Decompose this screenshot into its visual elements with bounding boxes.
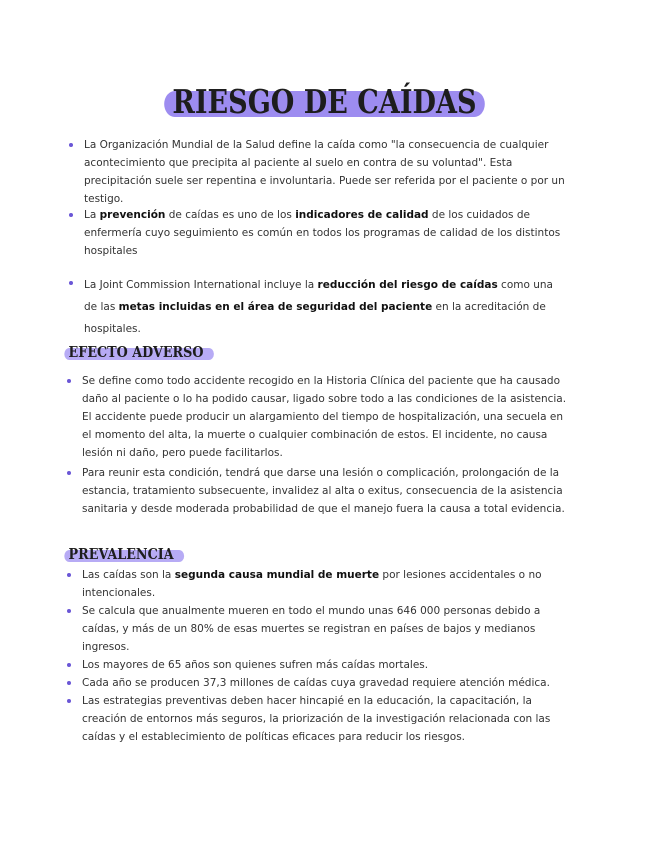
text-part: en la acreditación de hospitales. [84,301,546,335]
bold-term-segunda-causa: segunda causa mundial de muerte [174,569,380,581]
efecto-list [66,372,568,518]
section-heading-prevalencia [66,544,180,564]
intro-text-1: La Organización Mundial de la Salud define la caída como "la consecuencia de cualquier acontecimiento que precipita al paciente al suelo en contra de su voluntad". Esta precipitación suele ser repentina e involuntaria. Puede ser referida por el paciente o por un testigo. [84,139,565,205]
list-item [68,274,568,340]
list-item: Cada año se producen 37,3 millones de caídas cuya gravedad requiere atención médica. [66,674,568,692]
bold-term-prevencion: prevención [99,209,166,221]
text-part: La Joint Commission International incluye la [84,279,318,291]
bold-term-metas: metas incluidas en el área de seguridad del paciente [118,301,433,313]
bold-term-indicadores: indicadores de calidad [295,209,429,221]
list-item [68,206,568,260]
intro-list-3 [68,274,568,340]
intro-list [68,136,568,208]
list-item: Para reunir esta condición, tendrá que darse una lesión o complicación, prolongación de la estancia, tratamiento subsecuente, invalidez al alta o exitus, consecuencia de la asistencia sanitaria y desde moderada probabilidad de que el manejo fuera la causa a total evidencia. [66,464,568,518]
list-item: Las estrategias preventivas deben hacer hincapié en la educación, la capacitación, la creación de entornos más seguros, la priorización de la investigación relacionada con las caídas y el establecimiento de políticas eficaces para reducir los riesgos. [66,692,568,746]
page-title: RIESGO DE CAÍDAS [162,82,486,122]
title-container [0,82,648,122]
list-item: Los mayores de 65 años son quienes sufren más caídas mortales. [66,656,568,674]
intro-list-2 [68,206,568,260]
text-part: de caídas es uno de los [165,209,296,221]
text-part: Las caídas son la [82,569,175,581]
section-heading-text: EFECTO ADVERSO [66,343,210,361]
text-part: como una de las [84,279,553,313]
list-item [68,136,568,208]
text-part: La [84,209,100,221]
text-part: por lesiones accidentales o no intencionales. [82,569,542,599]
list-item [66,566,568,602]
list-item: Se define como todo accidente recogido en la Historia Clínica del paciente que ha causado daño al paciente o lo ha podido causar, ligado sobre todo a las condiciones de la asistencia. El accidente puede producir un alargamiento del tiempo de hospitalización, una secuela en el momento del alta, la muerte o cualquier combinación de estos. El incidente, no causa lesión ni daño, pero puede facilitarlos. [66,372,568,462]
prevalencia-list [66,566,568,746]
text-part: de los cuidados de enfermería cuyo seguimiento es común en todos los programas de calidad de los distintos hospitales [84,209,561,257]
bold-term-reduccion: reducción del riesgo de caídas [317,279,498,291]
section-heading-efecto-adverso [66,342,210,362]
section-heading-text: PREVALENCIA [66,545,180,563]
list-item: Se calcula que anualmente mueren en todo el mundo unas 646 000 personas debido a caídas, y más de un 80% de esas muertes se registran en países de bajos y medianos ingresos. [66,602,568,656]
